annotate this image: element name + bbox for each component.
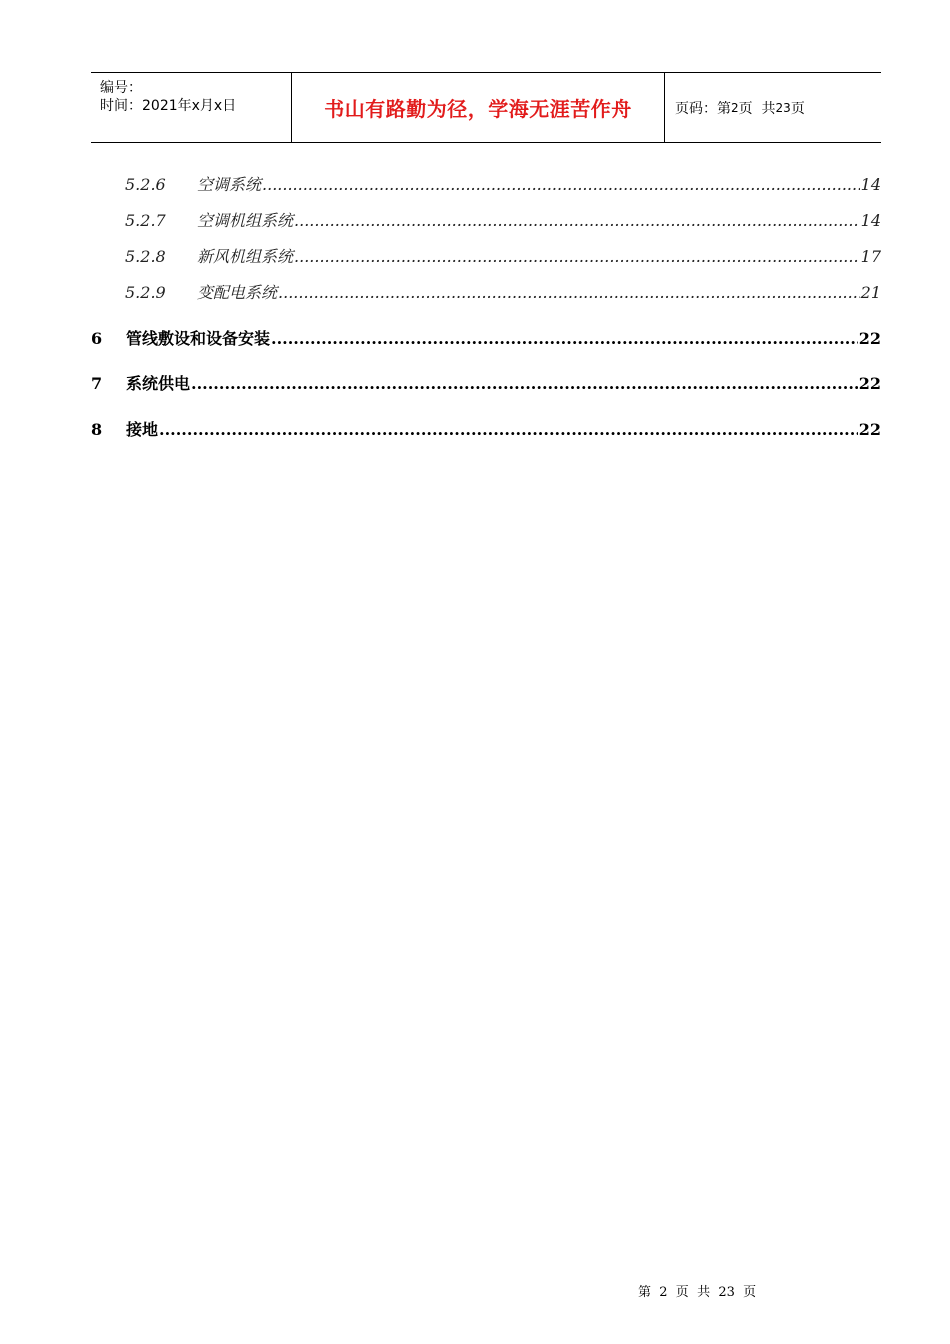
toc-leader-dots xyxy=(191,374,858,393)
page-suffix: 页 xyxy=(790,100,805,117)
toc-entry-title: 空调系统 xyxy=(197,175,262,194)
toc-leader-dots xyxy=(278,283,860,302)
time-value: 2021年x月x日 xyxy=(142,98,237,114)
toc-chapter-number: 7 xyxy=(91,374,103,393)
toc-entry-number: 5.2.9 xyxy=(125,283,166,302)
header-info-cell xyxy=(91,73,292,142)
toc-entry-page: 21 xyxy=(860,283,881,302)
toc-chapter-title: 管线敷设和设备安装 xyxy=(126,329,271,348)
header-page-info xyxy=(665,73,881,142)
toc-chapter-entry[interactable] xyxy=(91,326,881,348)
toc-leader-dots xyxy=(294,211,860,230)
toc-chapter-title: 接地 xyxy=(126,420,159,439)
toc-chapter-entry[interactable] xyxy=(91,417,881,439)
toc-entry[interactable] xyxy=(91,208,881,230)
page-mid: 页 共 xyxy=(738,100,776,117)
toc-entry-page: 14 xyxy=(860,211,881,230)
page-prefix: 页码：第 xyxy=(675,100,731,117)
toc-entry[interactable] xyxy=(91,244,881,266)
toc-entry-page: 14 xyxy=(860,175,881,194)
toc-entry-title: 新风机组系统 xyxy=(197,247,294,266)
header-motto: 书山有路勤为径，学海无涯苦作舟 xyxy=(292,73,665,142)
toc-leader-dots xyxy=(262,175,860,194)
page-footer: 第 2 页 共 23 页 xyxy=(638,1285,757,1300)
toc-entry-number: 5.2.6 xyxy=(125,175,166,194)
toc-chapter-page: 22 xyxy=(858,329,881,348)
toc-chapter-page: 22 xyxy=(858,374,881,393)
toc-leader-dots xyxy=(159,420,858,439)
page-current: 2 xyxy=(731,100,739,115)
toc-entry-number: 5.2.7 xyxy=(125,211,166,230)
toc-chapter-number: 6 xyxy=(91,329,103,348)
page-total: 23 xyxy=(775,100,791,115)
toc-entry-page: 17 xyxy=(860,247,881,266)
toc-chapter-page: 22 xyxy=(858,420,881,439)
page-header xyxy=(91,72,881,143)
toc-leader-dots xyxy=(271,329,858,348)
toc-entry[interactable] xyxy=(91,172,881,194)
toc-chapter-number: 8 xyxy=(91,420,103,439)
toc-chapter-entry[interactable] xyxy=(91,371,881,393)
toc-entry-title: 空调机组系统 xyxy=(197,211,294,230)
toc-chapter-title: 系统供电 xyxy=(126,374,191,393)
toc-leader-dots xyxy=(294,247,860,266)
time-label: 时间： xyxy=(100,98,142,114)
document-time xyxy=(100,95,236,115)
document-number-label: 编号： xyxy=(100,80,142,96)
toc-entry-title: 变配电系统 xyxy=(197,283,278,302)
toc-entry-number: 5.2.8 xyxy=(125,247,166,266)
toc-entry[interactable] xyxy=(91,280,881,302)
